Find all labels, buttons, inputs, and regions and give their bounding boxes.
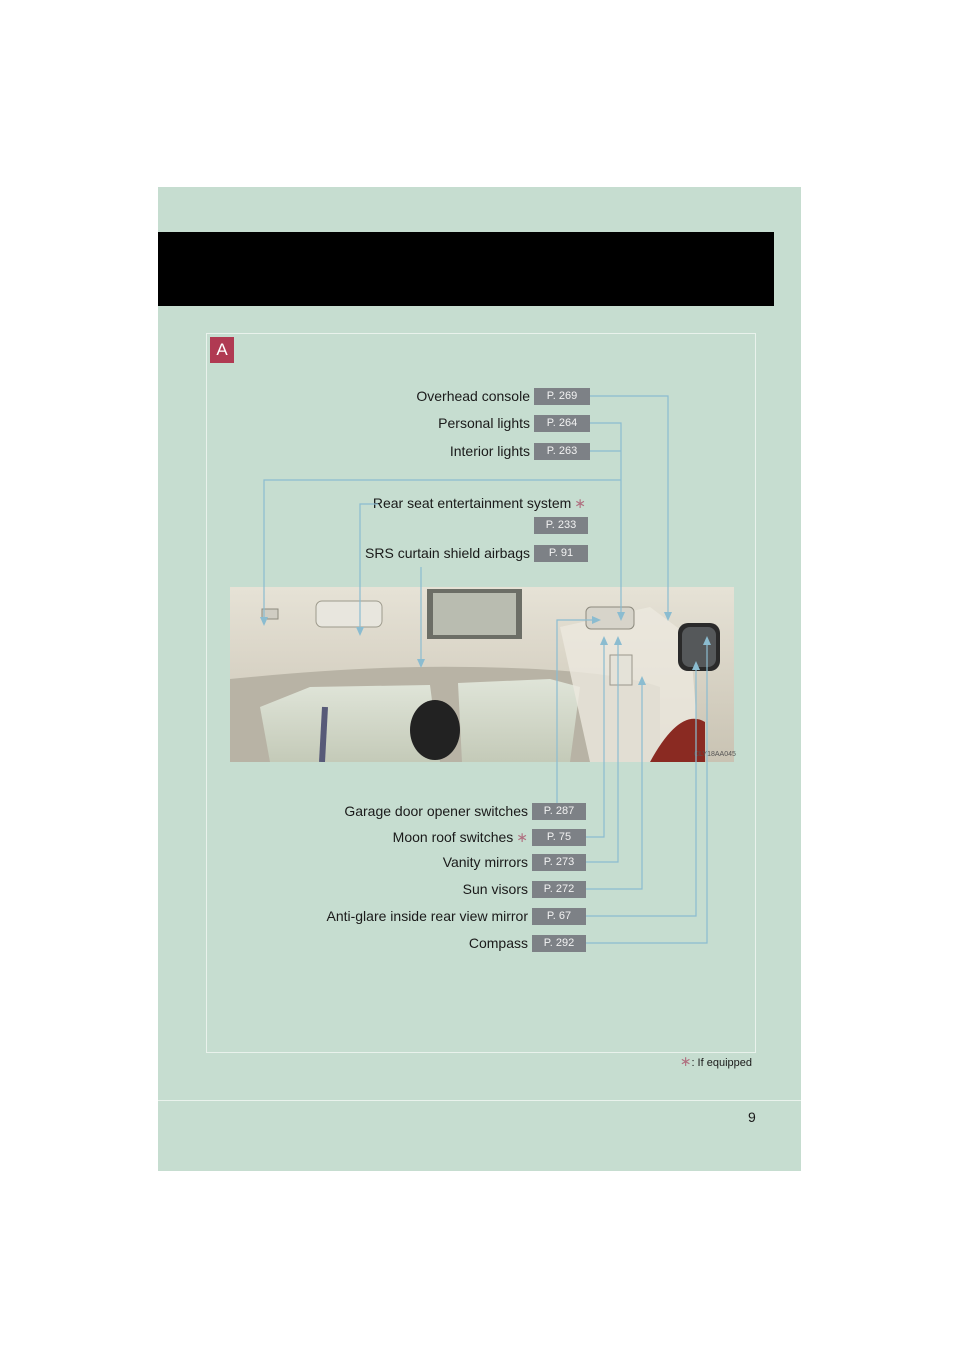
label-interior-lights: Interior lights [449,443,530,459]
footnote: ∗: If equipped [679,1053,752,1069]
ref-sun-visors[interactable]: P. 272 [532,881,586,898]
label-sun-visors: Sun visors [462,881,528,897]
asterisk-icon: ∗ [516,829,528,845]
bottom-rule [158,1100,801,1101]
label-vanity-mirrors: Vanity mirrors [442,854,528,870]
section-badge: A [210,337,234,363]
label-rear-seat-entertainment: Rear seat entertainment system ∗ [372,495,586,511]
label-compass: Compass [468,935,528,951]
ref-vanity-mirrors[interactable]: P. 273 [532,854,586,871]
ref-anti-glare-mirror[interactable]: P. 67 [532,908,586,925]
label-anti-glare-mirror: Anti-glare inside rear view mirror [326,908,528,924]
label-overhead-console: Overhead console [416,388,530,404]
label-garage-door-opener: Garage door opener switches [344,803,528,819]
ref-moon-roof-switches[interactable]: P. 75 [532,829,586,846]
ref-interior-lights[interactable]: P. 263 [534,443,590,460]
asterisk-icon: ∗ [574,495,586,511]
label-personal-lights: Personal lights [438,415,530,431]
ref-personal-lights[interactable]: P. 264 [534,415,590,432]
ref-garage-door-opener[interactable]: P. 287 [532,803,586,820]
label-srs-curtain-airbags: SRS curtain shield airbags [365,545,530,561]
ref-srs-curtain-airbags[interactable]: P. 91 [534,545,588,562]
label-moon-roof-switches: Moon roof switches ∗ [392,829,528,845]
ref-compass[interactable]: P. 292 [532,935,586,952]
image-code: CLY18AA045 [694,751,736,758]
asterisk-icon: ∗ [679,1053,692,1069]
ref-rear-seat-entertainment[interactable]: P. 233 [534,517,588,534]
ref-overhead-console[interactable]: P. 269 [534,388,590,405]
page-number: 9 [748,1109,756,1125]
